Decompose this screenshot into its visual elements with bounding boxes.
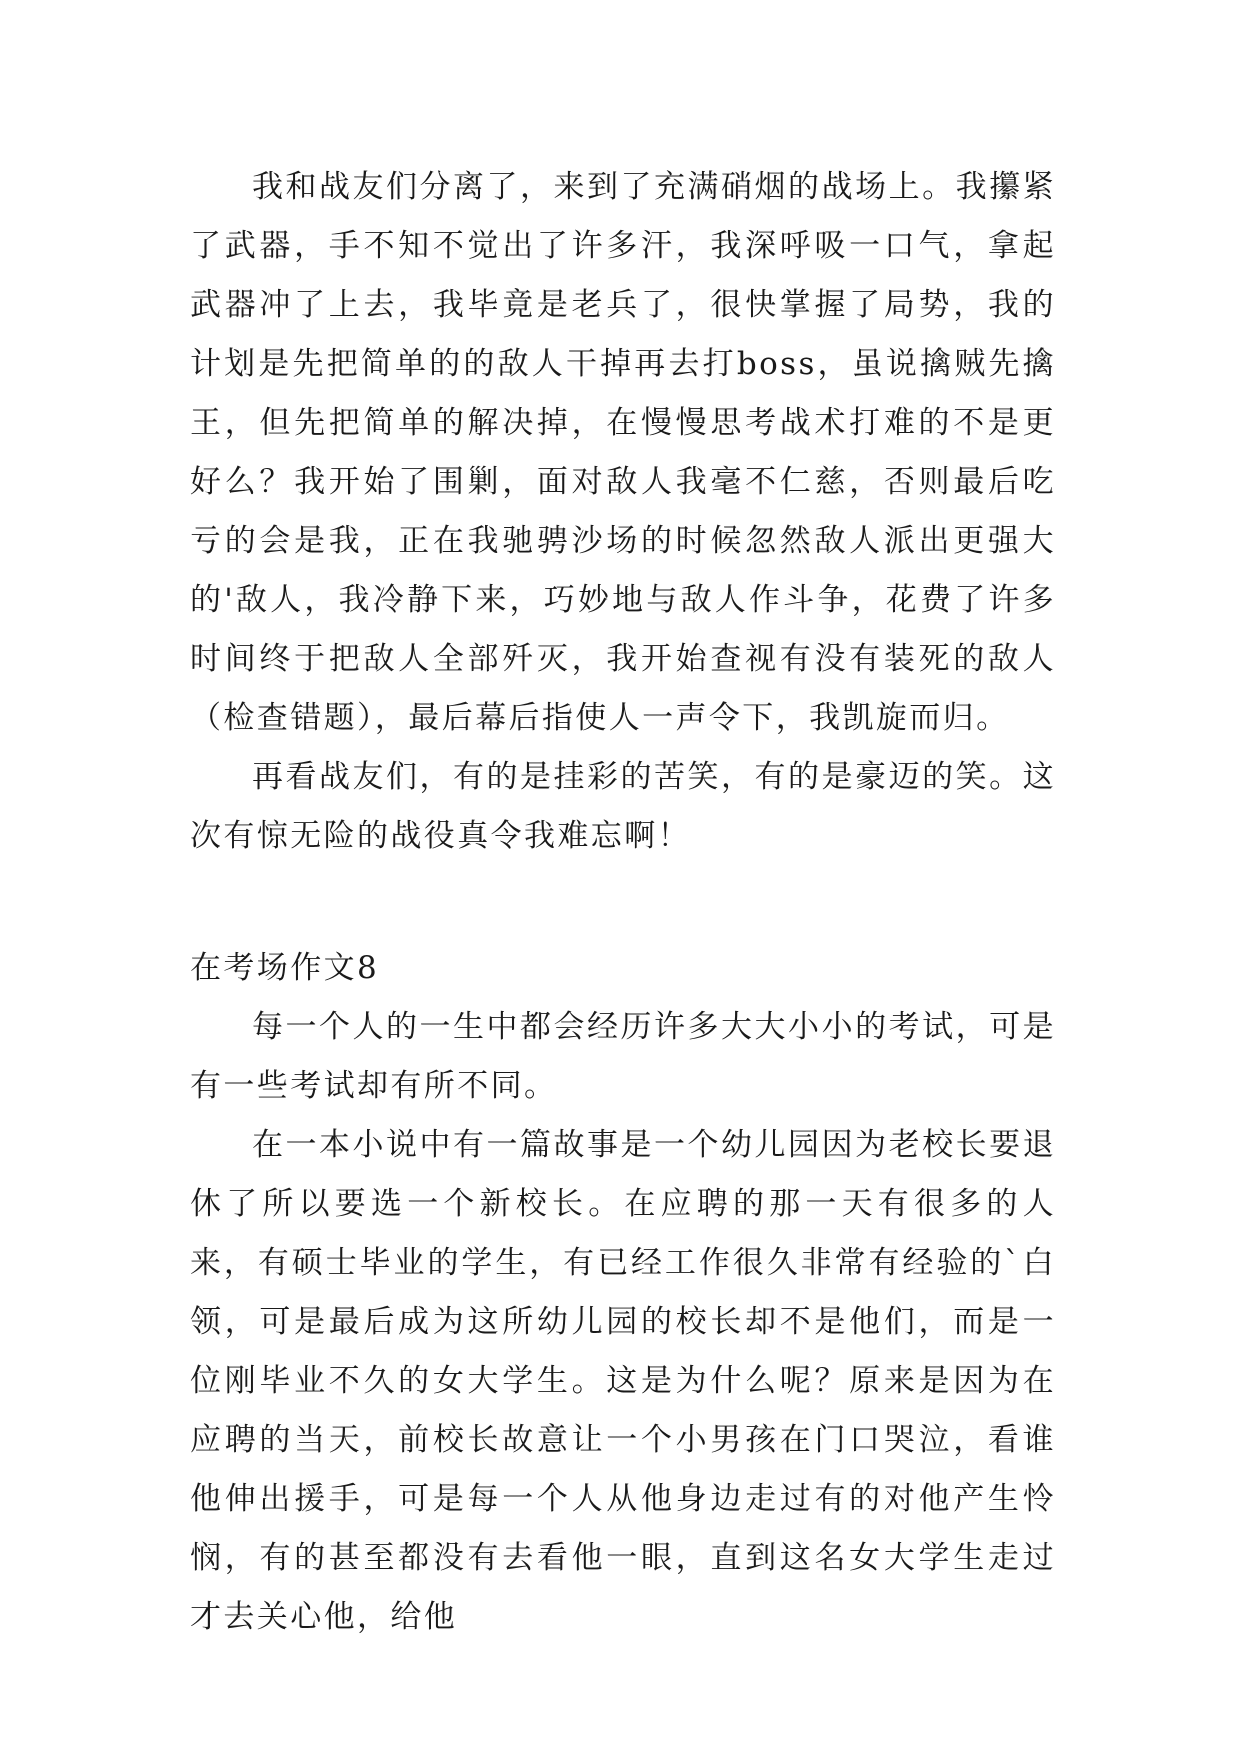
section-heading: 在考场作文8 — [190, 950, 380, 986]
body-paragraph: 再看战友们，有的是挂彩的苦笑，有的是豪迈的笑。这次有惊无险的战役真令我难忘啊！ — [190, 759, 1056, 854]
body-paragraph: 我和战友们分离了，来到了充满硝烟的战场上。我攥紧了武器，手不知不觉出了许多汗，我深呼吸一口气，拿起武器冲了上去，我毕竟是老兵了，很快掌握了局势，我的计划是先把简单的的敌人干掉再去打boss，虽说擒贼先擒王，但先把简单的解决掉，在慢慢思考战术打难的不是更好么？我开始了围剿，面对敌人我毫不仁慈，否则最后吃亏的会是我，正在我驰骋沙场的时候忽然敌人派出更强大的'敌人，我冷静下来，巧妙地与敌人作斗争，花费了许多时间终于把敌人全部歼灭，我开始查视有没有装死的敌人（检查错题），最后幕后指使人一声令下，我凯旋而归。 — [190, 169, 1056, 736]
document-page — [190, 158, 1056, 1647]
body-paragraph: 每一个人的一生中都会经历许多大大小小的考试，可是有一些考试却有所不同。 — [190, 1009, 1056, 1104]
body-paragraph: 在一本小说中有一篇故事是一个幼儿园因为老校长要退休了所以要选一个新校长。在应聘的那一天有很多的人来，有硕士毕业的学生，有已经工作很久非常有经验的`白领，可是最后成为这所幼儿园的校长却不是他们，而是一位刚毕业不久的女大学生。这是为什么呢？原来是因为在应聘的当天，前校长故意让一个小男孩在门口哭泣，看谁他伸出援手，可是每一个人从他身边走过有的对他产生怜悯，有的甚至都没有去看他一眼，直到这名女大学生走过才去关心他，给他 — [190, 1127, 1056, 1635]
